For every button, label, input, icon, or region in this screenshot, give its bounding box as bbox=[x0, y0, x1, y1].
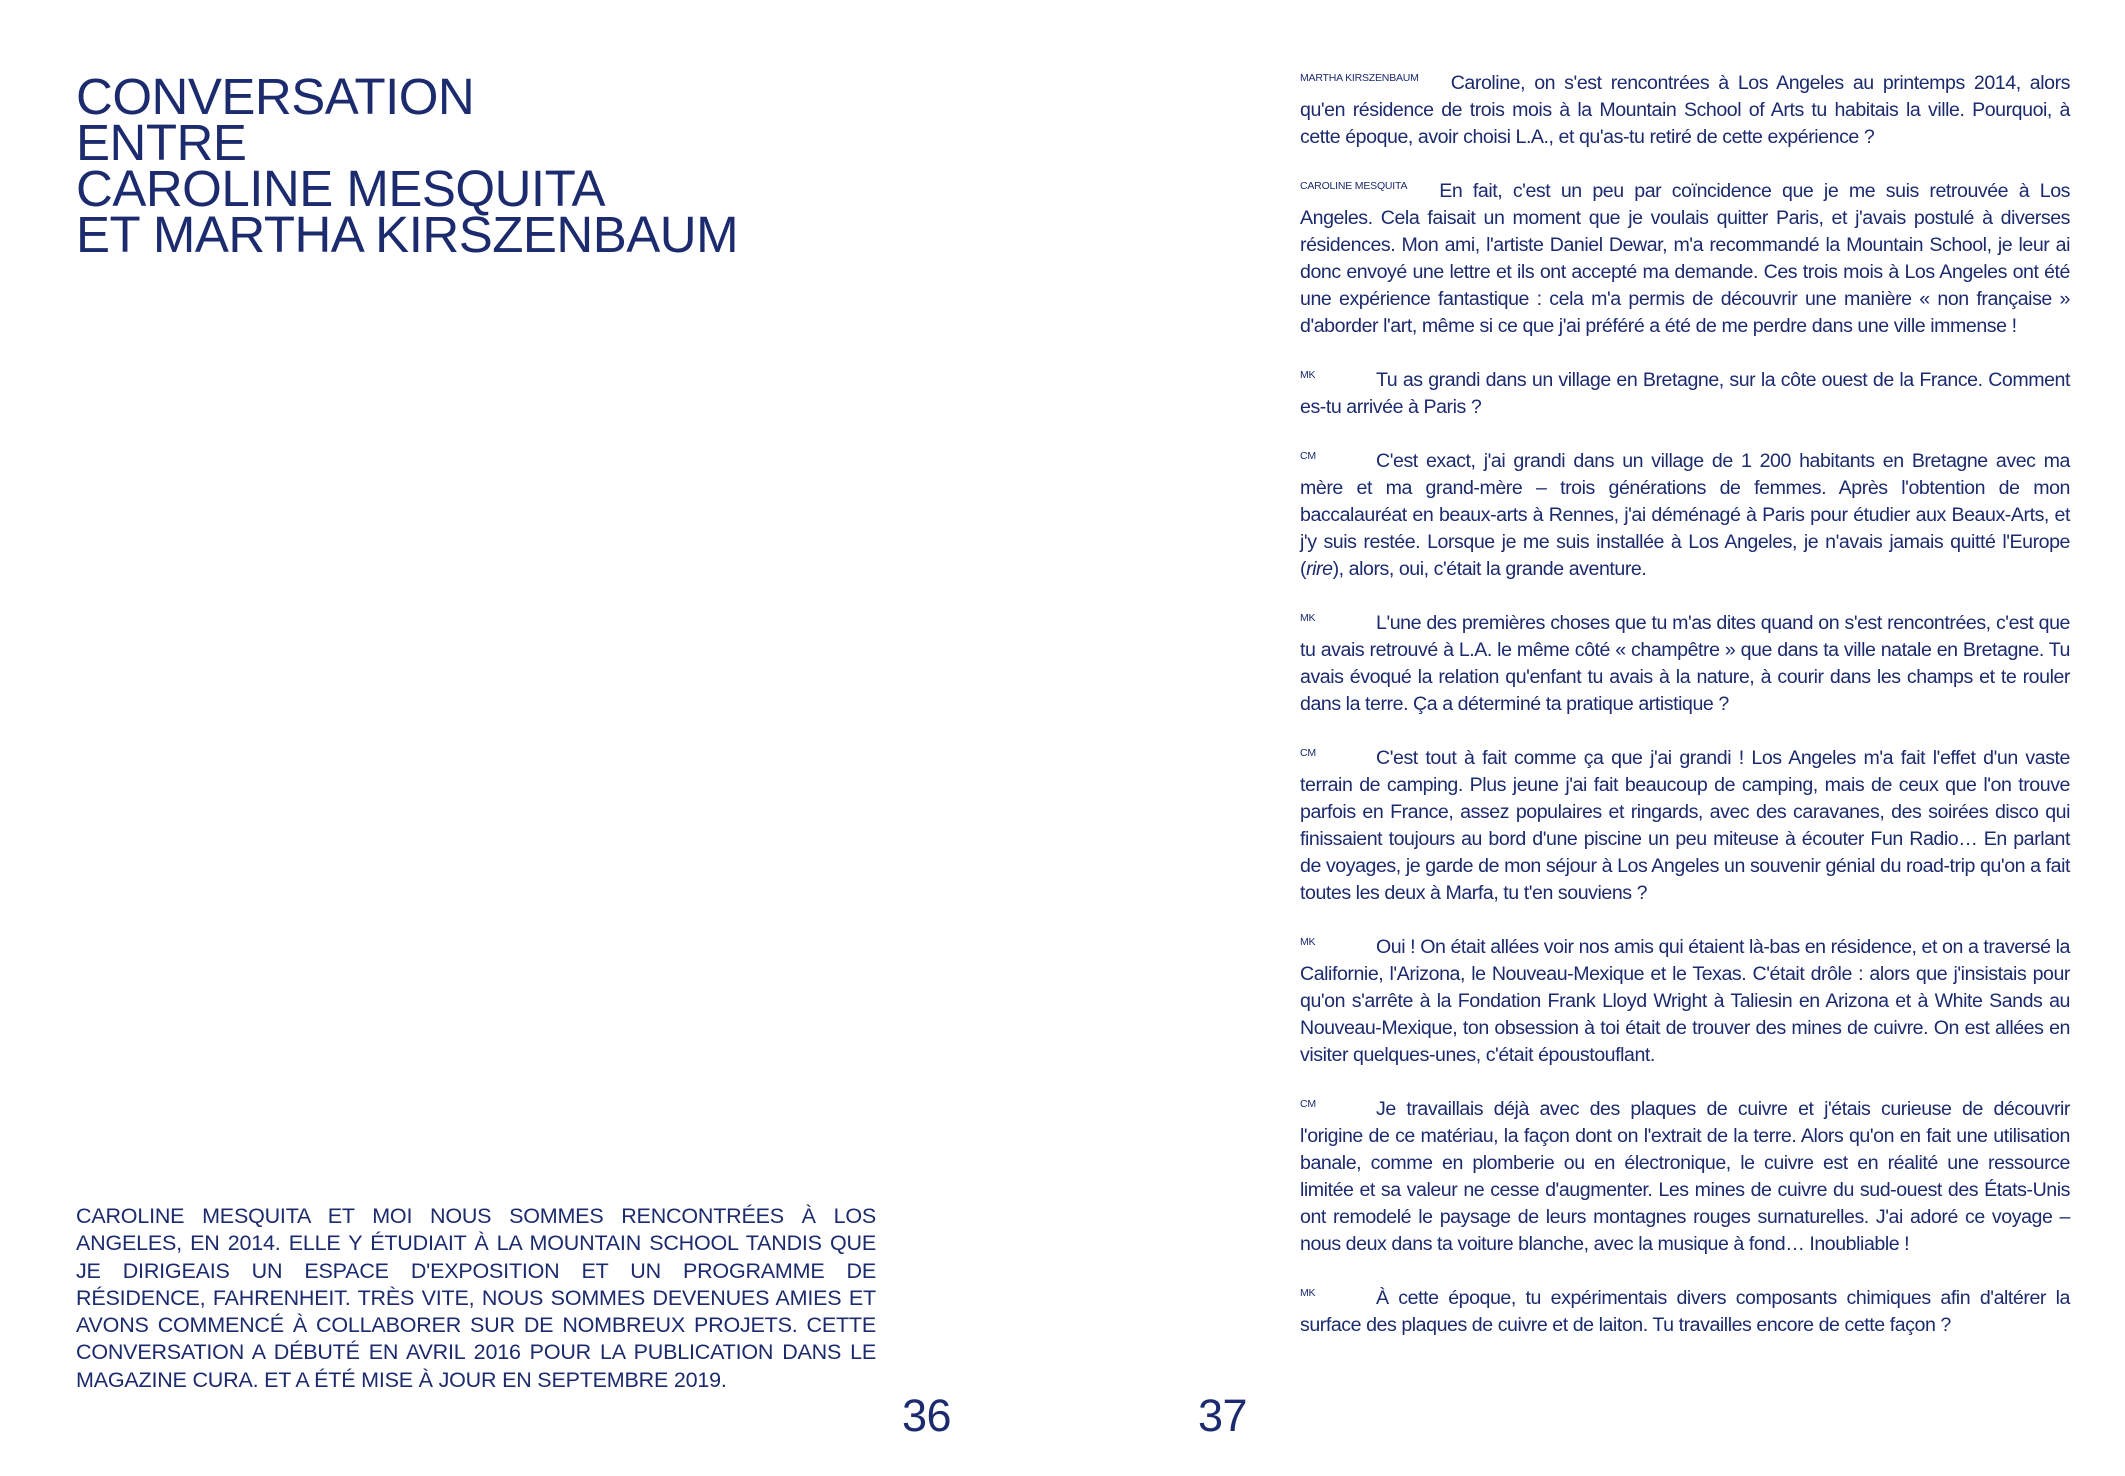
speaker-label: CM bbox=[1300, 747, 1316, 759]
text-emphasis: rire bbox=[1306, 558, 1333, 580]
text-segment: L'une des premières choses que tu m'as dites quand on s'est rencontrées, c'est que tu avais retrouvé à L.A. le même côté « champêtre » que dans ta ville natale en Bretagne. Tu avais évoqué la relation qu'enfant tu avais à la nature, à courir dans les champs et te rouler dans la terre. Ça a déterminé ta pratique artistique ? bbox=[1300, 612, 2070, 715]
dialogue-exchange bbox=[1300, 367, 2070, 421]
page-number-right: 37 bbox=[1198, 1390, 1248, 1441]
text-segment: Caroline, on s'est rencontrées à Los Angeles au printemps 2014, alors qu'en résidence de trois mois à la Mountain School of Arts tu habitais la ville. Pourquoi, à cette époque, avoir choisi L.A., et qu'as-tu retiré de cette expérience ? bbox=[1300, 72, 2070, 148]
speaker-label: MK bbox=[1300, 1287, 1316, 1299]
intro-paragraph: CAROLINE MESQUITA ET MOI NOUS SOMMES RENCONTRÉES À LOS ANGELES, EN 2014. ELLE Y ÉTUDIAIT À LA MOUNTAIN SCHOOL TANDIS QUE JE DIRIGEAIS UN ESPACE D'EXPOSITION ET UN PROGRAMME DE RÉSIDENCE, FAHRENHEIT. TRÈS VITE, NOUS SOMMES DEVENUES AMIES ET AVONS COMMENCÉ À COLLABORER SUR DE NOMBREUX PROJETS. CETTE CONVERSATION A DÉBUTÉ EN AVRIL 2016 POUR LA PUBLICATION DANS LE MAGAZINE CURA. ET A ÉTÉ MISE À JOUR EN SEPTEMBRE 2019. bbox=[76, 1204, 876, 1392]
page-number-left: 36 bbox=[902, 1390, 952, 1441]
text-segment: Je travaillais déjà avec des plaques de cuivre et j'étais curieuse de découvrir l'origine de ce matériau, la façon dont on l'extrait de la terre. Alors qu'on en fait une utilisation banale, comme en plomberie ou en électronique, le cuivre est en réalité une ressource limitée et sa valeur ne cesse d'augmenter. Les mines de cuivre du sud-ouest des États-Unis ont remodelé le paysage de leurs montagnes rouges surnaturelles. J'ai adoré ce voyage – nous deux dans ta voiture blanche, avec la musique à fond… Inoubliable ! bbox=[1300, 1098, 2070, 1255]
dialogue-exchange bbox=[1300, 70, 2070, 151]
dialogue-exchange bbox=[1300, 1285, 2070, 1339]
speaker-label: MK bbox=[1300, 369, 1316, 381]
title-line: ENTRE bbox=[76, 114, 247, 171]
dialogue-exchange bbox=[1300, 610, 2070, 718]
exchange-text bbox=[1300, 610, 2070, 718]
speaker-label: CM bbox=[1300, 1098, 1316, 1110]
title-line: ET MARTHA KIRSZENBAUM bbox=[76, 206, 739, 263]
text-segment: C'est tout à fait comme ça que j'ai grandi ! Los Angeles m'a fait l'effet d'un vaste terrain de camping. Plus jeune j'ai fait beaucoup de camping, mais de ceux que l'on trouve parfois en France, assez populaires et ringards, avec des caravanes, des soirées disco qui finissaient toujours au bord d'une piscine un peu miteuse à écouter Fun Radio… En parlant de voyages, je garde de mon séjour à Los Angeles un souvenir génial du road-trip qu'on a fait toutes les deux à Marfa, tu t'en souviens ? bbox=[1300, 747, 2070, 904]
conversation bbox=[1300, 70, 2070, 1366]
exchange-text bbox=[1300, 1096, 2070, 1258]
text-segment: C'est exact, j'ai grandi dans un village de 1 200 habitants en Bretagne avec ma mère et ma grand-mère – trois générations de femmes. Après l'obtention de mon baccalauréat en beaux-arts à Rennes, j'ai déménagé à Paris pour étudier aux Beaux-Arts, et j'y suis restée. Lorsque je me suis installée à Los Angeles, je n'avais jamais quitté l'Europe ( bbox=[1300, 450, 2070, 580]
dialogue-exchange bbox=[1300, 178, 2070, 340]
speaker-label: CM bbox=[1300, 450, 1316, 462]
speaker-label: CAROLINE MESQUITA bbox=[1300, 180, 1408, 192]
text-segment: Oui ! On était allées voir nos amis qui étaient là-bas en résidence, et on a traversé la Californie, l'Arizona, le Nouveau-Mexique et le Texas. C'était drôle : alors que j'insistais pour qu'on s'arrête à la Fondation Frank Lloyd Wright à Taliesin en Arizona et à White Sands au Nouveau-Mexique, ton obsession à toi était de trouver des mines de cuivre. On est allées en visiter quelques-unes, c'était époustouflant. bbox=[1300, 936, 2070, 1066]
text-segment: À cette époque, tu expérimentais divers composants chimiques afin d'altérer la surface des plaques de cuivre et de laiton. Tu travailles encore de cette façon ? bbox=[1300, 1287, 2070, 1336]
dialogue-exchange bbox=[1300, 934, 2070, 1069]
speaker-label: MK bbox=[1300, 936, 1316, 948]
dialogue-exchange bbox=[1300, 448, 2070, 583]
title-line: CONVERSATION bbox=[76, 68, 475, 125]
speaker-label: MARTHA KIRSZENBAUM bbox=[1300, 72, 1419, 84]
exchange-text bbox=[1300, 1285, 2070, 1339]
exchange-text bbox=[1300, 367, 2070, 421]
dialogue-exchange bbox=[1300, 1096, 2070, 1258]
text-segment: En fait, c'est un peu par coïncidence que je me suis retrouvée à Los Angeles. Cela faisait un moment que je voulais quitter Paris, et j'avais postulé à diverses résidences. Mon ami, l'artiste Daniel Dewar, m'a recommandé la Mountain School, je leur ai donc envoyé une lettre et ils ont accepté ma demande. Ces trois mois à Los Angeles ont été une expérience fantastique : cela m'a permis de découvrir une manière « non française » d'aborder l'art, même si ce que j'ai préféré a été de me perdre dans une ville immense ! bbox=[1300, 180, 2070, 337]
exchange-text bbox=[1300, 178, 2070, 340]
exchange-text bbox=[1300, 448, 2070, 583]
page-title bbox=[76, 68, 739, 263]
title-line: CAROLINE MESQUITA bbox=[76, 160, 605, 217]
speaker-label: MK bbox=[1300, 612, 1316, 624]
text-segment: Tu as grandi dans un village en Bretagne, sur la côte ouest de la France. Comment es-tu arrivée à Paris ? bbox=[1300, 369, 2070, 418]
exchange-text bbox=[1300, 934, 2070, 1069]
exchange-text bbox=[1300, 745, 2070, 907]
text-segment: ), alors, oui, c'était la grande aventure. bbox=[1332, 558, 1647, 580]
dialogue-exchange bbox=[1300, 745, 2070, 907]
